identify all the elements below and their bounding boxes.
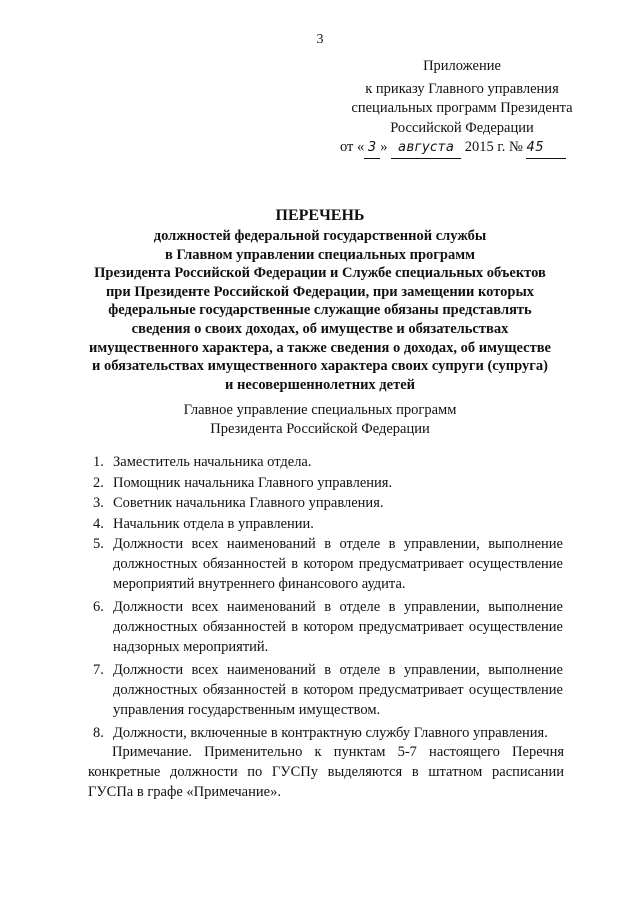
item-number: 3.: [93, 495, 104, 511]
heading-line: Президента Российской Федерации и Службе специальных объектов: [94, 265, 546, 282]
page-number: 3: [316, 32, 324, 47]
heading-line: имущественного характера, а также сведения о доходах, об имуществе: [89, 339, 551, 356]
item-text: Должности всех наименований в отделе в управлении, выполнение должностных обязанностей в котором предусматривает осуществление мероприятий внутреннего финансового аудита.: [113, 536, 563, 592]
order-prefix: от «: [340, 139, 365, 155]
item-text: Начальник отдела в управлении.: [113, 515, 314, 532]
heading-line: и обязательствах имущественного характера своих супруги (супруга): [92, 358, 548, 375]
appendix-line: к приказу Главного управления: [365, 80, 559, 97]
list-item: [93, 514, 563, 534]
item-text: Заместитель начальника отдела.: [113, 454, 312, 470]
appendix-line: Российской Федерации: [390, 119, 534, 136]
department-line: Президента Российской Федерации: [210, 421, 430, 437]
item-number: 7.: [93, 662, 104, 678]
order-day: 3: [364, 138, 380, 159]
appendix-block: [332, 57, 592, 159]
note-paragraph: [88, 742, 564, 802]
appendix-line: специальных программ Президента: [351, 100, 573, 116]
appendix-title: Приложение: [423, 58, 501, 74]
item-number: 8.: [93, 725, 104, 741]
order-year: 2015 г. №: [464, 139, 523, 155]
list-item: [93, 597, 563, 657]
heading-line: в Главном управлении специальных программ: [165, 246, 475, 263]
item-text: Должности всех наименований в отделе в управлении, выполнение должностных обязанностей в котором предусматривает осуществление надзорных мероприятий.: [113, 599, 563, 655]
item-text: Должности всех наименований в отделе в управлении, выполнение должностных обязанностей в котором предусматривает осуществление управления государственным имуществом.: [113, 662, 563, 718]
list-item: [93, 493, 563, 513]
list-item: [93, 660, 563, 720]
heading-line: и несовершеннолетних детей: [224, 376, 415, 393]
item-number: 4.: [93, 515, 104, 532]
order-mid: »: [380, 139, 388, 155]
heading-line: федеральные государственные служащие обязаны представлять: [108, 302, 532, 319]
order-month: августа: [391, 138, 461, 159]
item-number: 2.: [93, 474, 104, 491]
department-line: Главное управление специальных программ: [183, 402, 457, 418]
list-item: [93, 534, 563, 594]
item-text: Помощник начальника Главного управления.: [113, 474, 393, 491]
document-heading: [60, 206, 580, 394]
positions-list: [93, 452, 563, 744]
list-item: [93, 473, 563, 493]
item-number: 1.: [93, 454, 104, 470]
item-number: 5.: [93, 536, 104, 552]
item-text: Советник начальника Главного управления.: [113, 495, 384, 511]
heading-line: при Президенте Российской Федерации, при замещении которых: [105, 283, 535, 300]
order-date-line: [332, 138, 592, 159]
list-item: [93, 723, 563, 743]
item-number: 6.: [93, 599, 104, 615]
list-item: [93, 452, 563, 472]
heading-line: должностей федеральной государственной службы: [153, 228, 487, 244]
item-text: Должности, включенные в контрактную службу Главного управления.: [113, 725, 548, 741]
department-name: [160, 401, 480, 439]
note-text: Примечание. Применительно к пунктам 5-7 настоящего Перечня конкретные должности по ГУСПу выделяются в штатном расписании ГУСПа в графе «Примечание».: [88, 744, 564, 800]
document-title: ПЕРЕЧЕНЬ: [275, 207, 365, 224]
order-number: 45: [526, 138, 566, 159]
heading-line: сведения о своих доходах, об имуществе и обязательствах: [131, 320, 509, 337]
